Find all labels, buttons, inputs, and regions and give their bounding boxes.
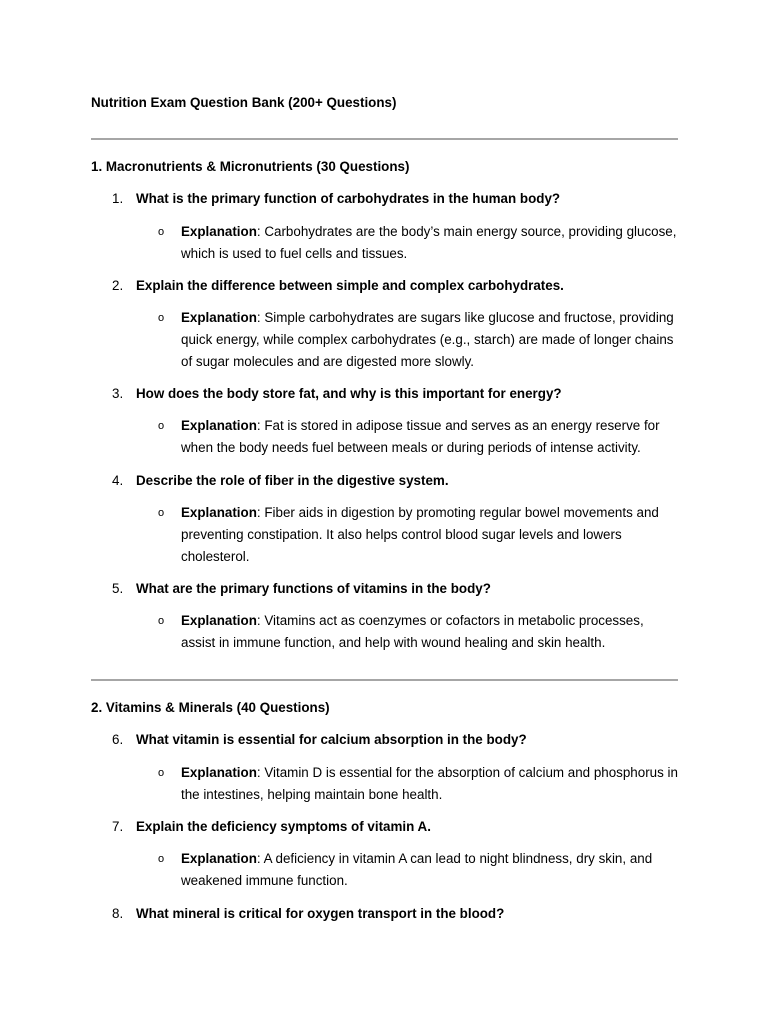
question-number: 6. (112, 732, 124, 747)
explanation-label: Explanation (181, 851, 257, 866)
section-divider (91, 138, 678, 140)
document-title: Nutrition Exam Question Bank (200+ Questions) (91, 95, 397, 110)
bullet-icon: o (158, 312, 165, 324)
question-number: 2. (112, 278, 124, 293)
question-item (112, 729, 692, 751)
question-item (112, 275, 692, 297)
explanation-text: : Vitamin D is essential for the absorption of calcium and phosphorus in the intestines, helping maintain bone health. (181, 765, 678, 802)
question-text: How does the body store fat, and why is this important for energy? (136, 386, 562, 401)
bullet-icon: o (158, 615, 165, 627)
question-number: 3. (112, 386, 124, 401)
question-text: Explain the deficiency symptoms of vitamin A. (136, 819, 431, 834)
question-item (112, 383, 692, 405)
bullet-icon: o (158, 853, 165, 865)
question-number: 5. (112, 581, 124, 596)
explanation-label: Explanation (181, 310, 257, 325)
bullet-icon: o (158, 420, 165, 432)
question-number: 1. (112, 191, 124, 206)
question-item (112, 578, 692, 600)
question-number: 7. (112, 819, 124, 834)
explanation-item (158, 415, 678, 459)
question-text: What mineral is critical for oxygen transport in the blood? (136, 906, 505, 921)
explanation-item (158, 502, 678, 568)
explanation-item (158, 221, 678, 265)
explanation-label: Explanation (181, 224, 257, 239)
explanation-item (158, 610, 678, 654)
section-divider (91, 679, 678, 681)
question-text: What vitamin is essential for calcium absorption in the body? (136, 732, 527, 747)
section-title: 1. Macronutrients & Micronutrients (30 Questions) (91, 159, 410, 174)
explanation-text: : Carbohydrates are the body’s main energy source, providing glucose, which is used to fuel cells and tissues. (181, 224, 677, 261)
explanation-text: : Vitamins act as coenzymes or cofactors in metabolic processes, assist in immune function, and help with wound healing and skin health. (181, 613, 644, 650)
explanation-label: Explanation (181, 613, 257, 628)
explanation-text: : Fat is stored in adipose tissue and serves as an energy reserve for when the body needs fuel between meals or during periods of intense activity. (181, 418, 660, 455)
question-text: Describe the role of fiber in the digestive system. (136, 473, 449, 488)
question-item (112, 470, 692, 492)
question-text: Explain the difference between simple and complex carbohydrates. (136, 278, 564, 293)
question-item (112, 816, 692, 838)
explanation-text: : Simple carbohydrates are sugars like glucose and fructose, providing quick energy, while complex carbohydrates (e.g., starch) are made of longer chains of sugar molecules and are digested more slowly. (181, 310, 674, 369)
question-item (112, 188, 692, 210)
question-text: What are the primary functions of vitamins in the body? (136, 581, 491, 596)
explanation-item (158, 307, 678, 373)
explanation-text: : Fiber aids in digestion by promoting regular bowel movements and preventing constipation. It also helps control blood sugar levels and lowers cholesterol. (181, 505, 659, 564)
question-number: 8. (112, 906, 124, 921)
explanation-item (158, 848, 678, 892)
section-title: 2. Vitamins & Minerals (40 Questions) (91, 700, 330, 715)
explanation-text: : A deficiency in vitamin A can lead to night blindness, dry skin, and weakened immune function. (181, 851, 653, 888)
question-text: What is the primary function of carbohydrates in the human body? (136, 191, 561, 206)
question-number: 4. (112, 473, 124, 488)
explanation-label: Explanation (181, 418, 257, 433)
bullet-icon: o (158, 226, 165, 238)
explanation-label: Explanation (181, 765, 257, 780)
bullet-icon: o (158, 507, 165, 519)
bullet-icon: o (158, 767, 165, 779)
explanation-item (158, 762, 678, 806)
explanation-label: Explanation (181, 505, 257, 520)
question-item (112, 903, 692, 925)
